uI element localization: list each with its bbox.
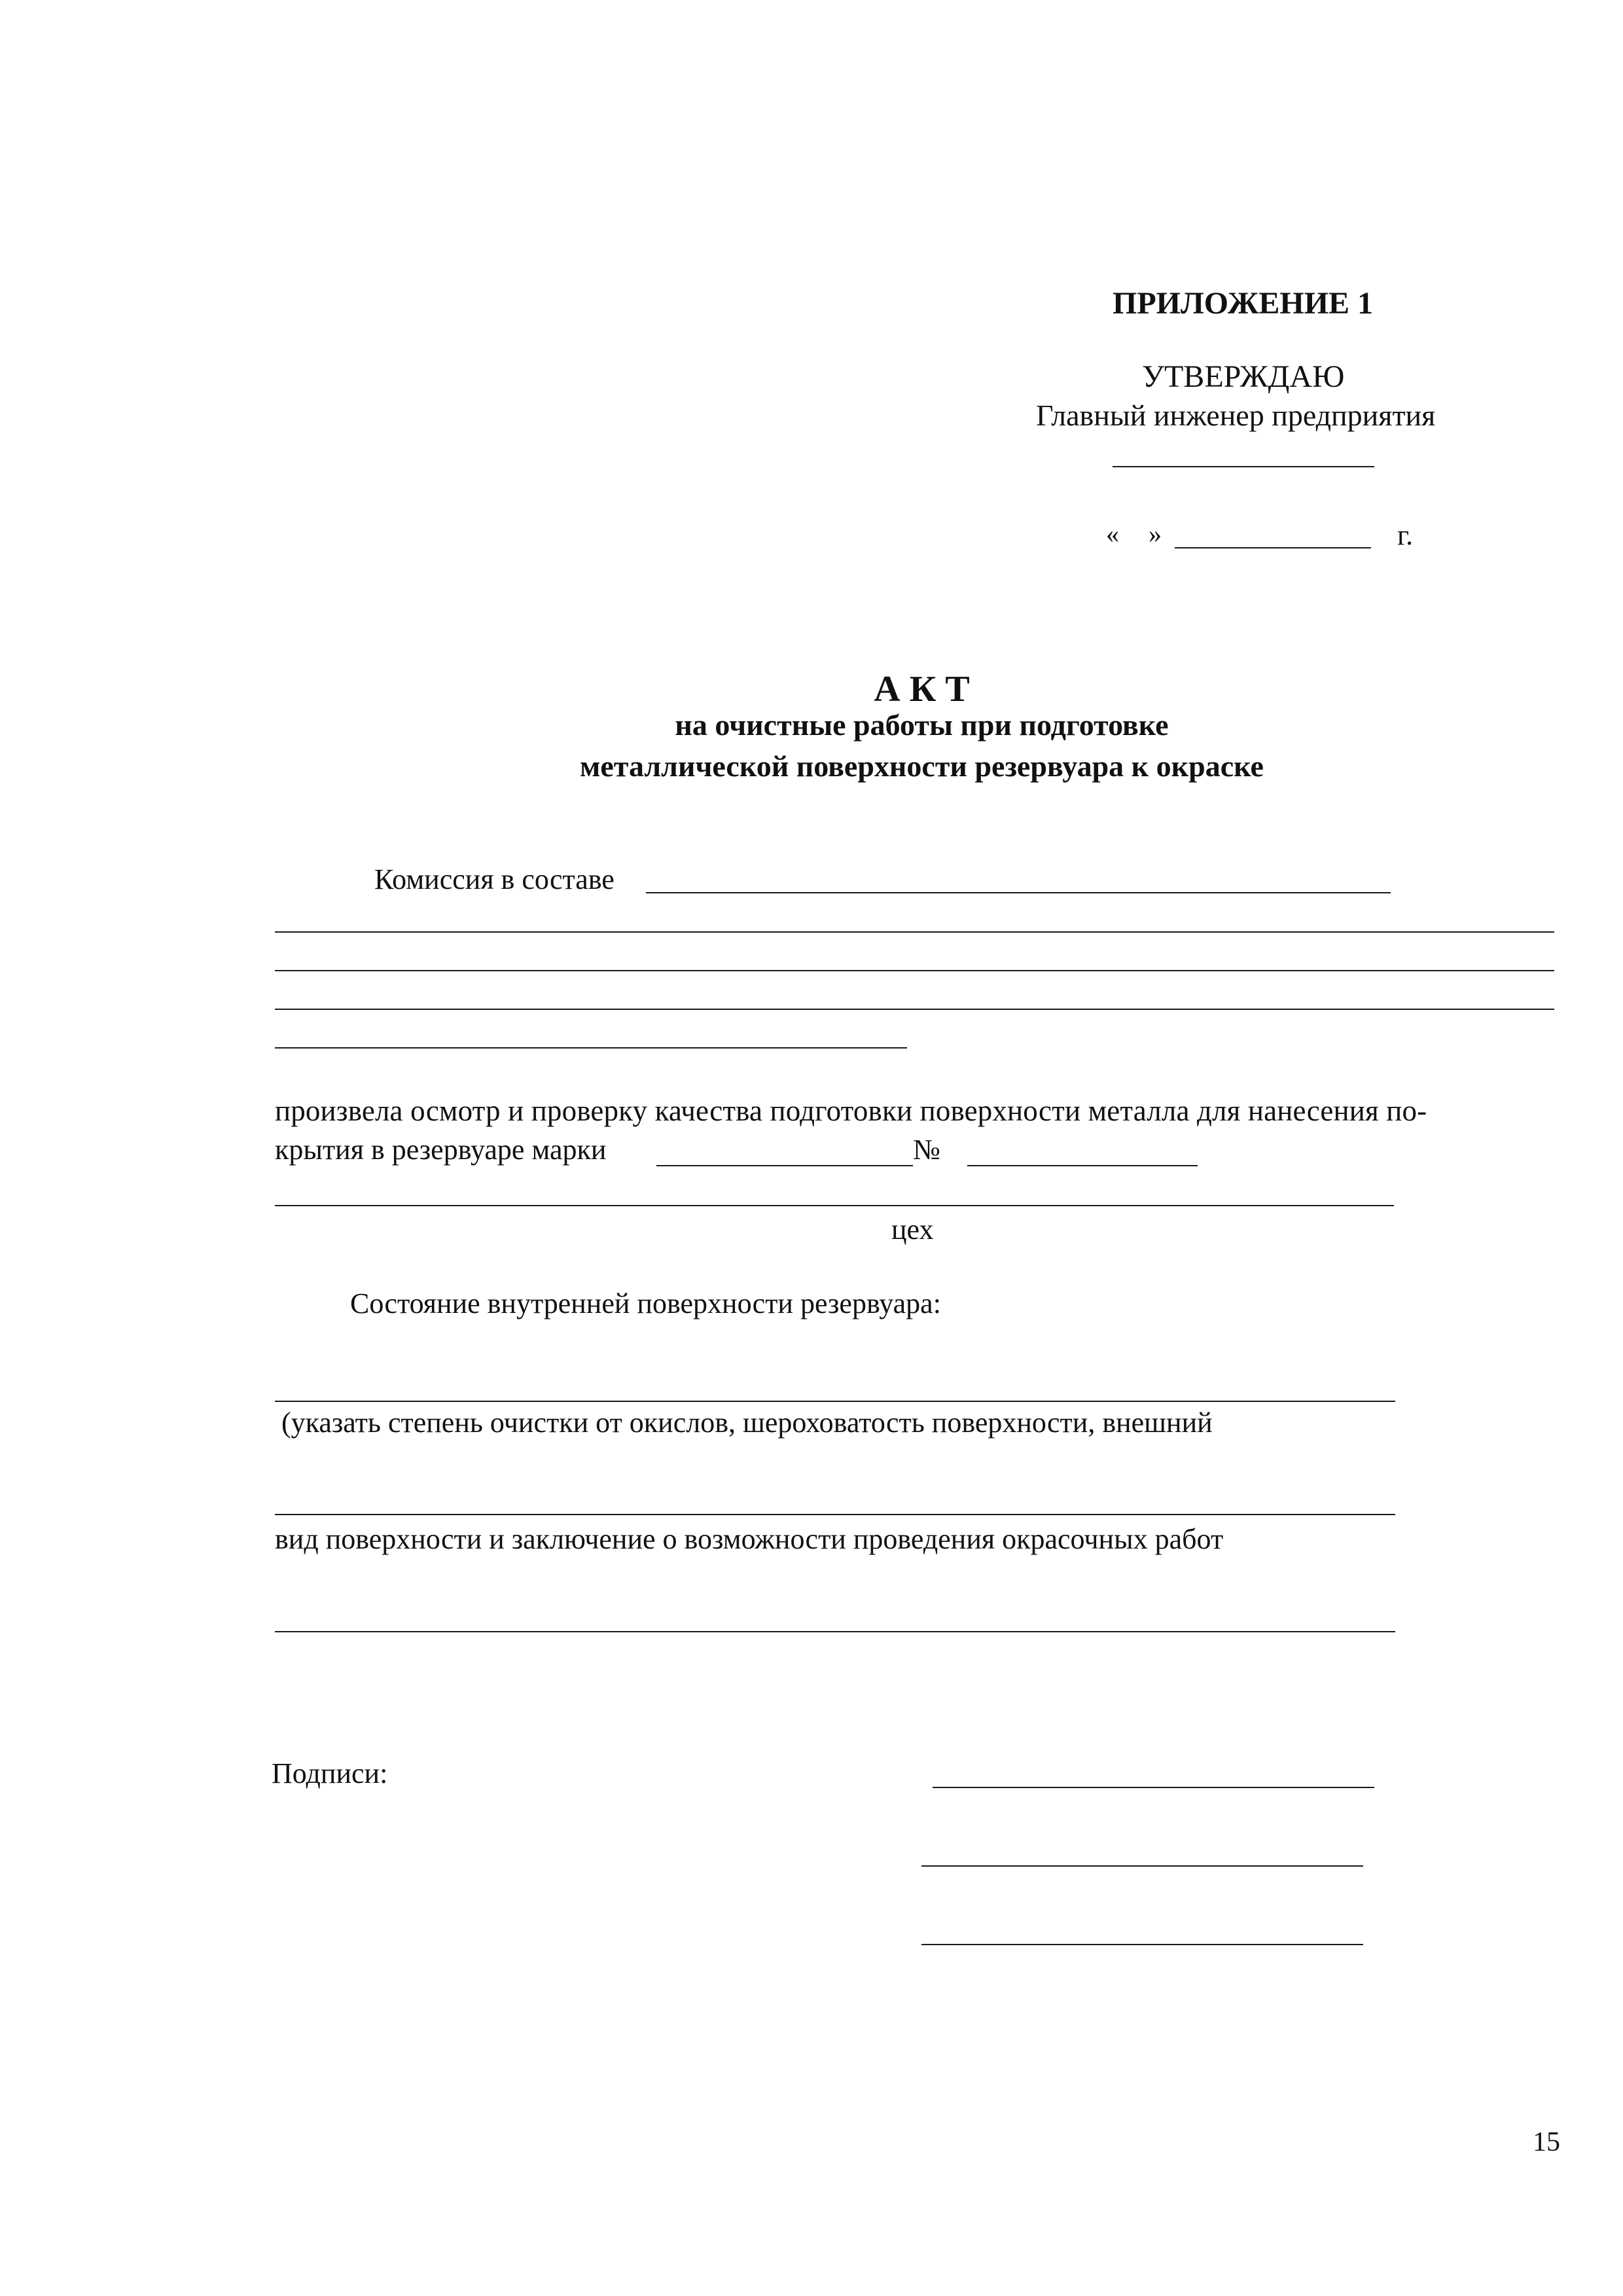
inspection-text-line2: крытия в резервуаре марки (275, 1134, 607, 1166)
signature-line-2[interactable] (921, 1865, 1363, 1867)
page-number: 15 (1533, 2127, 1560, 2157)
document-subtitle-line1: на очистные работы при подготовке (675, 708, 1169, 742)
tank-number-line[interactable] (967, 1165, 1198, 1166)
commission-line-2[interactable] (275, 931, 1554, 933)
date-open-quote: « (1106, 519, 1119, 548)
workshop-line[interactable] (275, 1205, 1394, 1206)
appendix-label: ПРИЛОЖЕНИЕ 1 (1113, 286, 1374, 321)
surface-state-line-1[interactable] (275, 1401, 1395, 1402)
approver-title: Главный инженер предприятия (1036, 399, 1436, 432)
commission-line-3[interactable] (275, 970, 1554, 971)
approver-signature-line[interactable] (1113, 466, 1374, 467)
surface-state-line-2[interactable] (275, 1514, 1395, 1515)
signature-line-1[interactable] (933, 1787, 1374, 1788)
surface-state-label: Состояние внутренней поверхности резервуара: (350, 1287, 941, 1319)
commission-line-4[interactable] (275, 1009, 1554, 1010)
document-subtitle-line2: металлической поверхности резервуара к окраске (580, 749, 1264, 783)
commission-label: Комиссия в составе (374, 863, 615, 895)
number-sign: № (913, 1134, 940, 1166)
surface-state-hint-1: (указать степень очистки от окислов, шероховатость поверхности, внешний (281, 1407, 1213, 1439)
approve-label: УТВЕРЖДАЮ (1142, 359, 1345, 394)
inspection-text-line1: произвела осмотр и проверку качества подготовки поверхности металла для нанесения по- (275, 1094, 1427, 1127)
workshop-caption: цех (891, 1213, 934, 1246)
surface-state-hint-2: вид поверхности и заключение о возможности проведения окрасочных работ (275, 1523, 1224, 1555)
signature-line-3[interactable] (921, 1944, 1363, 1945)
tank-brand-line[interactable] (656, 1165, 913, 1166)
signatures-label: Подписи: (272, 1757, 388, 1789)
surface-state-line-3[interactable] (275, 1631, 1395, 1632)
document-title: А К Т (874, 669, 970, 709)
date-year-suffix: г. (1397, 519, 1414, 551)
commission-line-5[interactable] (275, 1047, 907, 1049)
commission-line-1[interactable] (646, 892, 1391, 893)
date-month-line[interactable] (1175, 547, 1371, 548)
date-close-quote: » (1149, 519, 1162, 548)
